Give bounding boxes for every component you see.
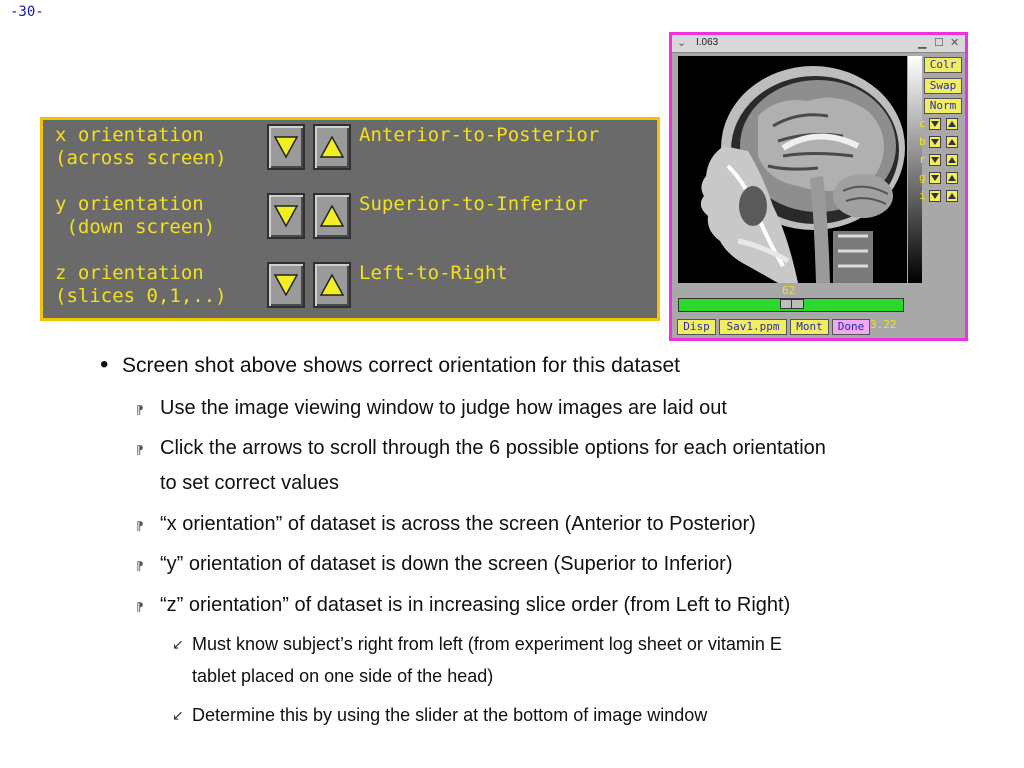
arrow-down-left-icon: ↙ [172,636,184,652]
channel-i-up-button[interactable] [946,190,958,202]
sub-bullet-icon: ⁋ [136,600,144,614]
channel-g-up-button[interactable] [946,172,958,184]
z-orientation-up-button[interactable] [313,262,351,308]
triangle-down-icon [931,174,939,182]
channel-row-i [919,189,965,203]
image-window [669,32,968,341]
sub-sub-bullet-text: tablet placed on one side of the head) [192,666,494,686]
maximize-icon[interactable]: ☐ [934,37,944,49]
bullet-main-text: Screen shot above shows correct orientation for this dataset [122,354,680,377]
channel-i-down-button[interactable] [929,190,941,202]
y-orientation-value: Superior-to-Inferior [359,193,588,215]
sub-bullet-text: “x orientation” of dataset is across the screen (Anterior to Posterior) [160,513,756,535]
x-orientation-down-button[interactable] [267,124,305,170]
triangle-down-icon [273,203,299,229]
triangle-up-icon [948,174,956,182]
channel-b-up-button[interactable] [946,136,958,148]
sub-bullet-text: “z” orientation” of dataset is in increasing slice order (from Left to Right) [160,594,791,616]
z-orientation-row [43,258,657,318]
image-window-title: I.063 [696,37,719,48]
channel-label: r [919,153,926,166]
page-number: -30- [10,4,44,20]
sub-bullet-text: Use the image viewing window to judge how images are laid out [160,397,727,419]
triangle-up-icon [948,120,956,128]
channel-row-c [919,117,965,131]
channel-b-down-button[interactable] [929,136,941,148]
z-orientation-label: z orientation (slices 0,1,..) [55,262,227,307]
x-orientation-value: Anterior-to-Posterior [359,124,600,146]
y-orientation-label: y orientation (down screen) [55,193,216,238]
disp-button[interactable]: Disp [677,319,716,335]
triangle-up-icon [319,134,345,160]
mont-button[interactable]: Mont [790,319,829,335]
slice-slider[interactable] [678,298,904,312]
image-window-body [672,35,965,338]
mri-sagittal-image[interactable] [678,56,907,283]
sub-bullet-text: Click the arrows to scroll through the 6 possible options for each orientation [160,437,826,459]
y-orientation-up-button[interactable] [313,193,351,239]
done-button[interactable]: Done [832,319,870,335]
slider-thumb[interactable] [780,299,804,309]
channel-label: g [919,171,926,184]
triangle-down-icon [273,272,299,298]
channel-r-down-button[interactable] [929,154,941,166]
sub-sub-bullet-text: Must know subject’s right from left (from experiment log sheet or vitamin E [192,634,782,654]
grayscale-bar [908,56,922,283]
channel-row-b [919,135,965,149]
sub-bullet-text: “y” orientation of dataset is down the screen (Superior to Inferior) [160,553,733,575]
sub-bullet-icon: ⁋ [136,403,144,417]
chevron-down-icon[interactable]: ⌄ [677,37,687,49]
x-orientation-up-button[interactable] [313,124,351,170]
sub-sub-bullet-text: Determine this by using the slider at the bottom of image window [192,705,708,725]
arrow-down-left-icon: ↙ [172,707,184,723]
x-orientation-row [43,120,657,180]
extra-value: 3.22 [870,318,897,331]
sav1ppm-button[interactable]: Sav1.ppm [719,319,787,335]
triangle-up-icon [319,203,345,229]
sub-bullet-icon: ⁋ [136,559,144,573]
orientation-panel [40,117,660,321]
triangle-down-icon [931,120,939,128]
channel-label: b [919,135,926,148]
minimize-icon[interactable]: ▁ [918,37,927,49]
colr-button[interactable]: Colr [924,57,962,73]
triangle-up-icon [948,138,956,146]
z-orientation-down-button[interactable] [267,262,305,308]
channel-r-up-button[interactable] [946,154,958,166]
sub-bullet-icon: ⁋ [136,443,144,457]
close-icon[interactable]: ✕ [950,37,960,49]
triangle-up-icon [948,156,956,164]
triangle-up-icon [319,272,345,298]
triangle-down-icon [931,156,939,164]
swap-button[interactable]: Swap [924,78,962,94]
triangle-down-icon [931,138,939,146]
channel-c-up-button[interactable] [946,118,958,130]
x-orientation-label: x orientation (across screen) [55,124,227,169]
channel-row-r [919,153,965,167]
bullet-dot-icon: • [100,351,109,378]
triangle-down-icon [931,192,939,200]
channel-label: c [919,117,926,130]
norm-button[interactable]: Norm [924,98,962,114]
image-window-titlebar[interactable] [672,35,965,53]
channel-label: i [919,189,926,202]
y-orientation-row [43,189,657,249]
z-orientation-value: Left-to-Right [359,262,508,284]
y-orientation-down-button[interactable] [267,193,305,239]
channel-g-down-button[interactable] [929,172,941,184]
slider-value: 62 [782,284,796,297]
triangle-down-icon [273,134,299,160]
triangle-up-icon [948,192,956,200]
sub-bullet-text: to set correct values [160,472,339,494]
sub-bullet-icon: ⁋ [136,519,144,533]
channel-c-down-button[interactable] [929,118,941,130]
brain-scan-icon [678,56,907,283]
channel-row-g [919,171,965,185]
